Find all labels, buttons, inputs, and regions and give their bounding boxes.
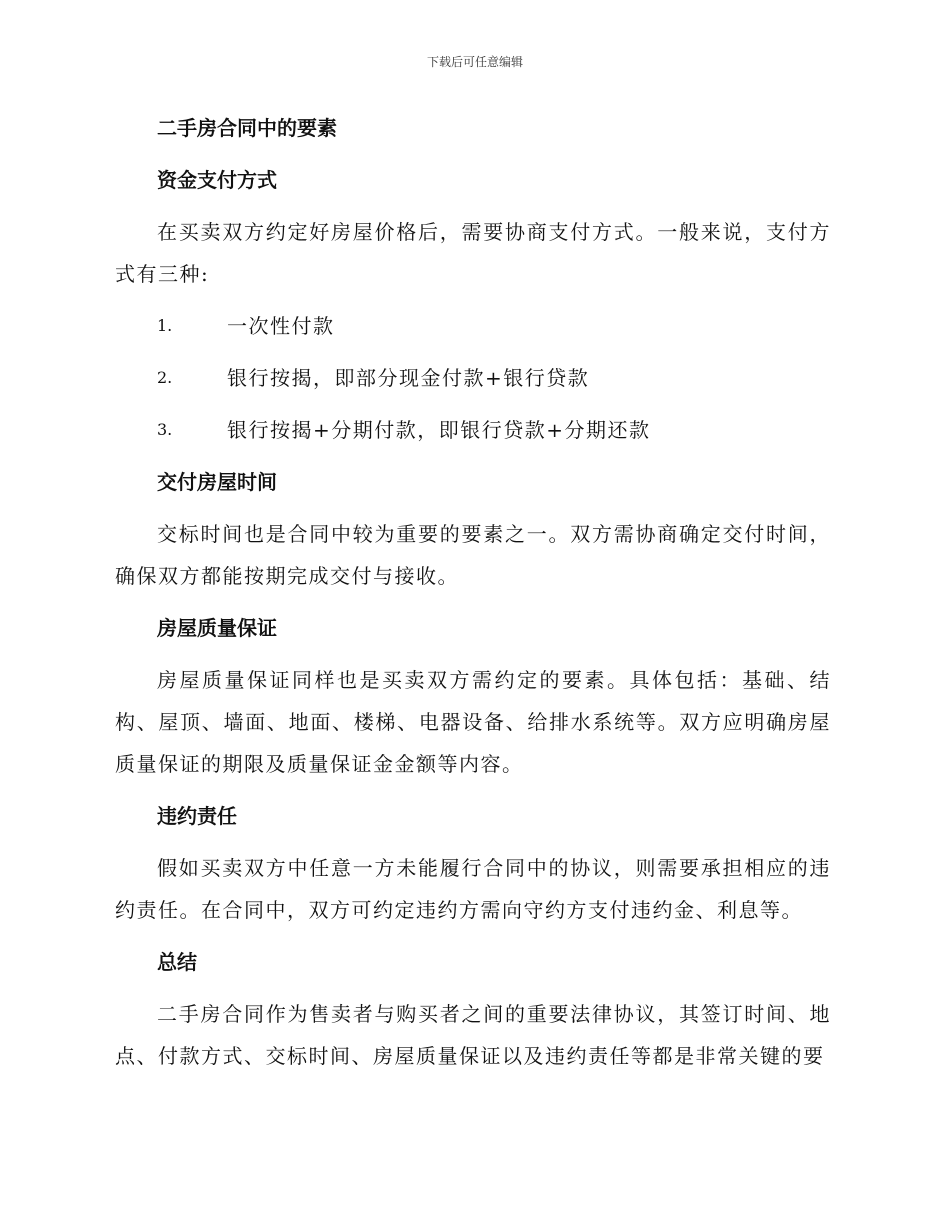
document-body — [115, 107, 831, 1087]
section-heading-payment: 资金支付方式 — [157, 168, 277, 192]
list-item-text: 银行按揭+分期付款，即银行贷款+分期还款 — [227, 418, 651, 442]
page-header: 下载后可任意编辑 — [426, 55, 523, 69]
list-item — [115, 305, 831, 347]
section-paragraph-quality: 房屋质量保证同样也是买卖双方需约定的要素。具体包括：基础、结构、屋顶、墙面、地面、楼梯、电器设备、给排水系统等。双方应明确房屋质量保证的期限及质量保证金金额等内容。 — [115, 668, 831, 776]
section-heading-quality: 房屋质量保证 — [157, 616, 277, 640]
section-paragraph-summary: 二手房合同作为售卖者与购买者之间的重要法律协议，其签订时间、地点、付款方式、交标时间、房屋质量保证以及违约责任等都是非常关键的要 — [115, 1002, 831, 1068]
list-item-text: 银行按揭，即部分现金付款+银行贷款 — [227, 366, 590, 390]
section-heading-delivery: 交付房屋时间 — [157, 470, 277, 494]
section-paragraph-delivery: 交标时间也是合同中较为重要的要素之一。双方需协商确定交付时间，确保双方都能按期完成交付与接收。 — [115, 522, 831, 588]
list-item — [115, 409, 831, 451]
list-item-text: 一次性付款 — [227, 314, 335, 338]
document-title: 二手房合同中的要素 — [157, 116, 337, 140]
section-heading-breach: 违约责任 — [157, 804, 237, 828]
section-paragraph-payment: 在买卖双方约定好房屋价格后，需要协商支付方式。一般来说，支付方式有三种: — [115, 220, 831, 286]
list-item-number: 2. — [157, 368, 173, 387]
list-item — [115, 357, 831, 399]
section-paragraph-breach: 假如买卖双方中任意一方未能履行合同中的协议，则需要承担相应的违约责任。在合同中，双方可约定违约方需向守约方支付违约金、利息等。 — [115, 856, 831, 922]
section-heading-summary: 总结 — [157, 950, 197, 974]
list-item-number: 1. — [157, 316, 173, 335]
list-item-number: 3. — [157, 420, 173, 439]
